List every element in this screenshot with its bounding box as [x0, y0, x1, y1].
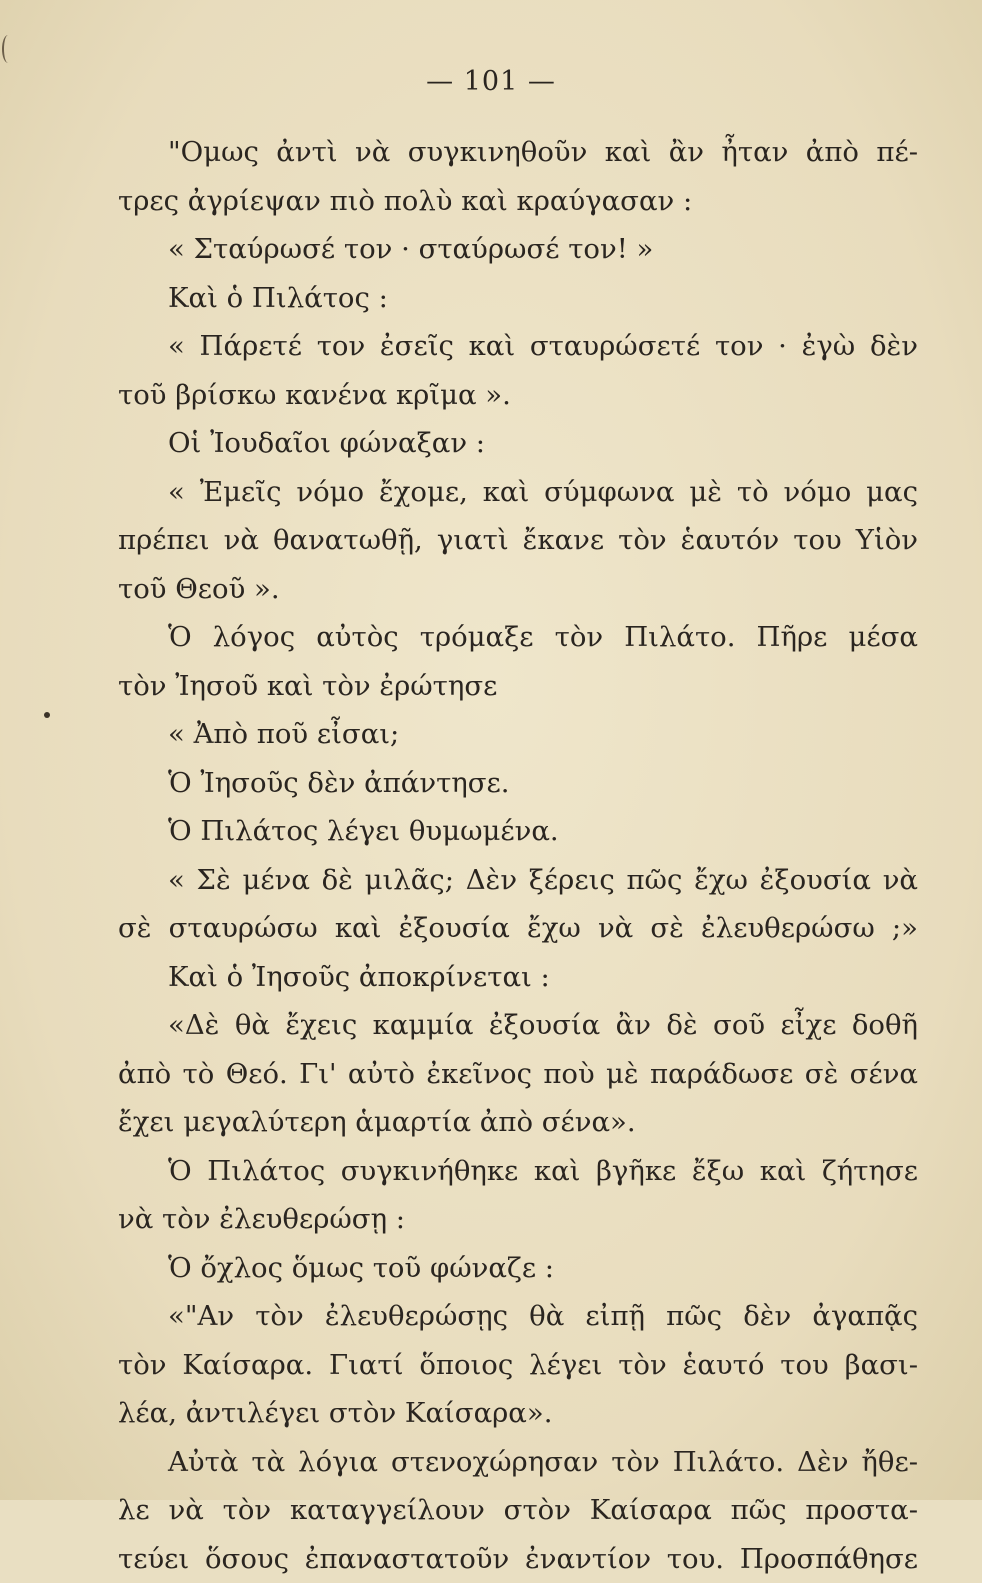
- text-line: Ὁ Πιλάτος συγκινήθηκε καὶ βγῆκε ἔξω καὶ ζήτησε: [118, 1147, 918, 1196]
- text-line: Αὐτὰ τὰ λόγια στενοχώρησαν τὸν Πιλάτο. Δὲν ἤθε-: [118, 1438, 918, 1487]
- text-line: τοῦ βρίσκω κανένα κρῖμα ».: [118, 371, 918, 420]
- text-line: πρέπει νὰ θανατωθῇ, γιατὶ ἔκανε τὸν ἑαυτόν του Υἱὸν: [118, 516, 918, 565]
- text-line: σὲ σταυρώσω καὶ ἐξουσία ἔχω νὰ σὲ ἐλευθερώσω ;»: [118, 904, 918, 953]
- text-line: Ὁ Πιλάτος λέγει θυμωμένα.: [118, 807, 918, 856]
- text-line: λέα, ἀντιλέγει στὸν Καίσαρα».: [118, 1389, 918, 1438]
- margin-dot: [44, 712, 50, 718]
- text-line: τὸν Ἰησοῦ καὶ τὸν ἐρώτησε: [118, 662, 918, 711]
- text-line: Ὁ λόγος αὐτὸς τρόμαξε τὸν Πιλάτο. Πῆρε μέσα: [118, 613, 918, 662]
- text-line: λε νὰ τὸν καταγγείλουν στὸν Καίσαρα πῶς προστα-: [118, 1486, 918, 1535]
- text-line: «"Αν τὸν ἐλευθερώσῃς θὰ εἰπῇ πῶς δὲν ἀγαπᾷς: [118, 1292, 918, 1341]
- text-line: « Σὲ μένα δὲ μιλᾶς; Δὲν ξέρεις πῶς ἔχω ἐξουσία νὰ: [118, 856, 918, 905]
- page-edge-mark: [2, 35, 14, 63]
- text-line: τρες ἀγρίεψαν πιὸ πολὺ καὶ κραύγασαν :: [118, 177, 918, 226]
- text-line: "Ομως ἀντὶ νὰ συγκινηθοῦν καὶ ἂν ἦταν ἀπὸ πέ-: [118, 128, 918, 177]
- text-line: Ὁ ὄχλος ὅμως τοῦ φώναζε :: [118, 1244, 918, 1293]
- text-line: τοῦ Θεοῦ ».: [118, 565, 918, 614]
- text-line: « Πάρετέ τον ἐσεῖς καὶ σταυρώσετέ τον · ἐγὼ δὲν: [118, 322, 918, 371]
- text-line: νὰ τὸν ἐλευθερώσῃ :: [118, 1195, 918, 1244]
- text-line: « Ἐμεῖς νόμο ἔχομε, καὶ σύμφωνα μὲ τὸ νόμο μας: [118, 468, 918, 517]
- text-line: « Σταύρωσέ τον · σταύρωσέ τον! »: [118, 225, 918, 274]
- text-line: Οἱ Ἰουδαῖοι φώναξαν :: [118, 419, 918, 468]
- page-number: — 101 —: [0, 66, 982, 97]
- text-line: τεύει ὅσους ἐπαναστατοῦν ἐναντίον του. Προσπάθησε: [118, 1535, 918, 1583]
- text-line: Καὶ ὁ Ἰησοῦς ἀποκρίνεται :: [118, 953, 918, 1002]
- text-line: ἔχει μεγαλύτερη ἁμαρτία ἀπὸ σένα».: [118, 1098, 918, 1147]
- text-line: Ὁ Ἰησοῦς δὲν ἀπάντησε.: [118, 759, 918, 808]
- text-line: « Ἀπὸ ποῦ εἶσαι;: [118, 710, 918, 759]
- text-line: ἀπὸ τὸ Θεό. Γι' αὐτὸ ἐκεῖνος ποὺ μὲ παράδωσε σὲ σένα: [118, 1050, 918, 1099]
- text-body: [118, 128, 918, 1583]
- text-line: Καὶ ὁ Πιλάτος :: [118, 274, 918, 323]
- text-line: τὸν Καίσαρα. Γιατί ὅποιος λέγει τὸν ἑαυτό του βασι-: [118, 1341, 918, 1390]
- text-line: «Δὲ θὰ ἔχεις καμμία ἐξουσία ἂν δὲ σοῦ εἶχε δοθῆ: [118, 1001, 918, 1050]
